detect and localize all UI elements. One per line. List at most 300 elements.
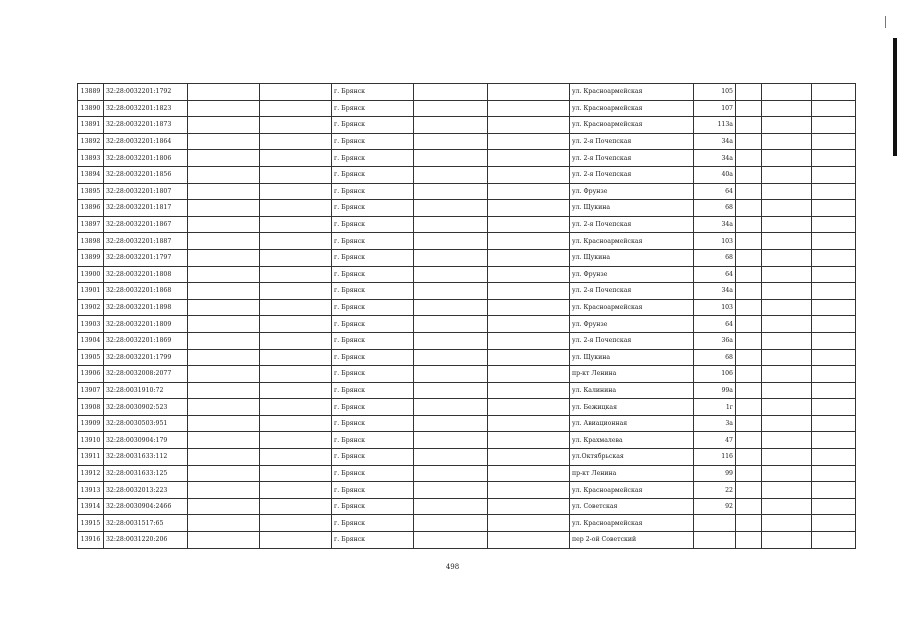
cadastral-number: 32:28:0032201:1898 (104, 299, 188, 316)
house-number: 64 (694, 183, 736, 200)
empty-cell (414, 183, 488, 200)
house-number: 106 (694, 366, 736, 383)
cadastral-number: 32:28:0031517:65 (104, 515, 188, 532)
cadastral-number: 32:28:0032201:1808 (104, 266, 188, 283)
empty-cell (736, 166, 762, 183)
house-number: 68 (694, 200, 736, 217)
table-row (78, 84, 856, 101)
row-number: 13913 (78, 482, 104, 499)
house-number (694, 515, 736, 532)
empty-cell (414, 449, 488, 466)
empty-cell (812, 532, 856, 549)
empty-cell (488, 515, 570, 532)
empty-cell (488, 498, 570, 515)
empty-cell (762, 266, 812, 283)
empty-cell (736, 532, 762, 549)
street-name: пр-кт Ленина (570, 465, 694, 482)
empty-cell (762, 449, 812, 466)
cadastral-number: 32:28:0032201:1867 (104, 216, 188, 233)
city-name: г. Брянск (332, 449, 414, 466)
empty-cell (812, 449, 856, 466)
empty-cell (488, 399, 570, 416)
empty-cell (488, 183, 570, 200)
empty-cell (188, 382, 260, 399)
empty-cell (812, 133, 856, 150)
empty-cell (488, 216, 570, 233)
empty-cell (812, 266, 856, 283)
empty-cell (260, 166, 332, 183)
empty-cell (488, 166, 570, 183)
city-name: г. Брянск (332, 183, 414, 200)
empty-cell (260, 399, 332, 416)
city-name: г. Брянск (332, 299, 414, 316)
row-number: 13890 (78, 100, 104, 117)
empty-cell (812, 515, 856, 532)
cadastral-number: 32:28:0030904:2466 (104, 498, 188, 515)
empty-cell (736, 332, 762, 349)
empty-cell (762, 332, 812, 349)
row-number: 13903 (78, 316, 104, 333)
empty-cell (736, 515, 762, 532)
empty-cell (488, 299, 570, 316)
table-row (78, 515, 856, 532)
cadastral-number: 32:28:0031633:112 (104, 449, 188, 466)
empty-cell (188, 183, 260, 200)
empty-cell (736, 498, 762, 515)
empty-cell (762, 166, 812, 183)
empty-cell (736, 150, 762, 167)
empty-cell (812, 100, 856, 117)
empty-cell (414, 283, 488, 300)
empty-cell (812, 84, 856, 101)
empty-cell (260, 216, 332, 233)
street-name: ул. Красноармейская (570, 117, 694, 134)
empty-cell (762, 432, 812, 449)
street-name: ул.Октябрьская (570, 449, 694, 466)
city-name: г. Брянск (332, 216, 414, 233)
table-row (78, 100, 856, 117)
table-row (78, 482, 856, 499)
empty-cell (488, 266, 570, 283)
empty-cell (762, 133, 812, 150)
empty-cell (488, 283, 570, 300)
empty-cell (736, 200, 762, 217)
registry-rows (78, 84, 856, 549)
house-number: 103 (694, 299, 736, 316)
empty-cell (260, 498, 332, 515)
empty-cell (414, 399, 488, 416)
house-number: 68 (694, 349, 736, 366)
empty-cell (762, 382, 812, 399)
house-number: 103 (694, 233, 736, 250)
empty-cell (736, 349, 762, 366)
street-name: пр-кт Ленина (570, 366, 694, 383)
empty-cell (762, 183, 812, 200)
empty-cell (736, 382, 762, 399)
empty-cell (414, 299, 488, 316)
row-number: 13900 (78, 266, 104, 283)
empty-cell (736, 415, 762, 432)
empty-cell (260, 249, 332, 266)
empty-cell (414, 382, 488, 399)
empty-cell (736, 482, 762, 499)
empty-cell (188, 332, 260, 349)
cadastral-number: 32:28:0032201:1792 (104, 84, 188, 101)
registry-table (77, 83, 856, 549)
empty-cell (414, 166, 488, 183)
empty-cell (736, 183, 762, 200)
empty-cell (762, 200, 812, 217)
empty-cell (762, 482, 812, 499)
house-number: 47 (694, 432, 736, 449)
city-name: г. Брянск (332, 382, 414, 399)
empty-cell (762, 150, 812, 167)
empty-cell (188, 200, 260, 217)
city-name: г. Брянск (332, 498, 414, 515)
empty-cell (812, 415, 856, 432)
empty-cell (736, 316, 762, 333)
house-number: 107 (694, 100, 736, 117)
empty-cell (812, 332, 856, 349)
empty-cell (488, 465, 570, 482)
empty-cell (260, 283, 332, 300)
cadastral-number: 32:28:0030904:179 (104, 432, 188, 449)
empty-cell (260, 382, 332, 399)
empty-cell (188, 465, 260, 482)
empty-cell (762, 84, 812, 101)
cadastral-number: 32:28:0032201:1823 (104, 100, 188, 117)
table-row (78, 465, 856, 482)
street-name: ул. Красноармейская (570, 233, 694, 250)
cadastral-number: 32:28:0032201:1887 (104, 233, 188, 250)
empty-cell (736, 216, 762, 233)
city-name: г. Брянск (332, 117, 414, 134)
empty-cell (762, 498, 812, 515)
empty-cell (812, 166, 856, 183)
row-number: 13910 (78, 432, 104, 449)
empty-cell (414, 266, 488, 283)
empty-cell (762, 349, 812, 366)
empty-cell (812, 216, 856, 233)
empty-cell (488, 84, 570, 101)
street-name: ул. Щукина (570, 349, 694, 366)
empty-cell (762, 415, 812, 432)
house-number: 99а (694, 382, 736, 399)
house-number: 34а (694, 133, 736, 150)
house-number: 64 (694, 316, 736, 333)
row-number: 13897 (78, 216, 104, 233)
empty-cell (762, 316, 812, 333)
empty-cell (414, 316, 488, 333)
empty-cell (736, 249, 762, 266)
empty-cell (188, 216, 260, 233)
empty-cell (188, 316, 260, 333)
empty-cell (488, 249, 570, 266)
scan-margin-mark (885, 16, 886, 28)
street-name: ул. Советская (570, 498, 694, 515)
empty-cell (260, 299, 332, 316)
empty-cell (488, 332, 570, 349)
row-number: 13894 (78, 166, 104, 183)
street-name: ул. 2-я Почепская (570, 332, 694, 349)
empty-cell (762, 465, 812, 482)
table-row (78, 449, 856, 466)
row-number: 13901 (78, 283, 104, 300)
empty-cell (188, 166, 260, 183)
row-number: 13898 (78, 233, 104, 250)
empty-cell (414, 200, 488, 217)
table-row (78, 415, 856, 432)
empty-cell (188, 117, 260, 134)
cadastral-number: 32:28:0032201:1809 (104, 316, 188, 333)
empty-cell (188, 233, 260, 250)
empty-cell (488, 532, 570, 549)
table-row (78, 150, 856, 167)
table-row (78, 233, 856, 250)
row-number: 13889 (78, 84, 104, 101)
city-name: г. Брянск (332, 515, 414, 532)
city-name: г. Брянск (332, 332, 414, 349)
empty-cell (260, 465, 332, 482)
empty-cell (762, 233, 812, 250)
city-name: г. Брянск (332, 166, 414, 183)
cadastral-number: 32:28:0032201:1873 (104, 117, 188, 134)
empty-cell (260, 415, 332, 432)
empty-cell (414, 332, 488, 349)
table-row (78, 216, 856, 233)
empty-cell (188, 266, 260, 283)
street-name: ул. Фрунзе (570, 266, 694, 283)
row-number: 13899 (78, 249, 104, 266)
empty-cell (414, 482, 488, 499)
empty-cell (762, 532, 812, 549)
empty-cell (488, 449, 570, 466)
empty-cell (414, 366, 488, 383)
table-row (78, 299, 856, 316)
row-number: 13896 (78, 200, 104, 217)
scan-edge-mark (893, 38, 897, 156)
cadastral-number: 32:28:0032201:1807 (104, 183, 188, 200)
empty-cell (260, 332, 332, 349)
city-name: г. Брянск (332, 233, 414, 250)
table-row (78, 498, 856, 515)
row-number: 13902 (78, 299, 104, 316)
cadastral-number: 32:28:0032201:1797 (104, 249, 188, 266)
empty-cell (260, 366, 332, 383)
cadastral-number: 32:28:0030503:951 (104, 415, 188, 432)
row-number: 13909 (78, 415, 104, 432)
empty-cell (260, 133, 332, 150)
house-number: 36а (694, 332, 736, 349)
empty-cell (414, 415, 488, 432)
empty-cell (188, 283, 260, 300)
city-name: г. Брянск (332, 316, 414, 333)
street-name: ул. Калинина (570, 382, 694, 399)
empty-cell (812, 117, 856, 134)
row-number: 13892 (78, 133, 104, 150)
cadastral-number: 32:28:0032201:1817 (104, 200, 188, 217)
house-number: 34а (694, 283, 736, 300)
empty-cell (260, 150, 332, 167)
empty-cell (812, 465, 856, 482)
empty-cell (260, 84, 332, 101)
empty-cell (762, 515, 812, 532)
street-name: ул. Бежицкая (570, 399, 694, 416)
street-name: ул. Красноармейская (570, 299, 694, 316)
empty-cell (812, 200, 856, 217)
empty-cell (188, 399, 260, 416)
empty-cell (488, 415, 570, 432)
cadastral-number: 32:28:0032201:1806 (104, 150, 188, 167)
empty-cell (736, 117, 762, 134)
cadastral-number: 32:28:0032008:2077 (104, 366, 188, 383)
table-row (78, 349, 856, 366)
row-number: 13912 (78, 465, 104, 482)
table-row (78, 249, 856, 266)
empty-cell (812, 249, 856, 266)
empty-cell (188, 498, 260, 515)
row-number: 13907 (78, 382, 104, 399)
empty-cell (260, 233, 332, 250)
empty-cell (188, 84, 260, 101)
empty-cell (736, 465, 762, 482)
empty-cell (812, 399, 856, 416)
street-name: ул. 2-я Почепская (570, 166, 694, 183)
empty-cell (736, 399, 762, 416)
house-number: 3а (694, 415, 736, 432)
empty-cell (414, 515, 488, 532)
street-name: ул. 2-я Почепская (570, 133, 694, 150)
empty-cell (414, 498, 488, 515)
house-number: 105 (694, 84, 736, 101)
empty-cell (812, 283, 856, 300)
empty-cell (260, 432, 332, 449)
empty-cell (260, 266, 332, 283)
row-number: 13895 (78, 183, 104, 200)
empty-cell (260, 100, 332, 117)
city-name: г. Брянск (332, 399, 414, 416)
empty-cell (762, 117, 812, 134)
house-number: 68 (694, 249, 736, 266)
empty-cell (260, 200, 332, 217)
table-row (78, 332, 856, 349)
cadastral-number: 32:28:0032013:223 (104, 482, 188, 499)
row-number: 13891 (78, 117, 104, 134)
page-number: 498 (445, 563, 460, 571)
empty-cell (812, 482, 856, 499)
street-name: ул. 2-я Почепская (570, 150, 694, 167)
cadastral-number: 32:28:0031633:125 (104, 465, 188, 482)
city-name: г. Брянск (332, 366, 414, 383)
street-name: ул. Фрунзе (570, 316, 694, 333)
empty-cell (762, 100, 812, 117)
empty-cell (188, 449, 260, 466)
cadastral-number: 32:28:0031220:206 (104, 532, 188, 549)
city-name: г. Брянск (332, 465, 414, 482)
empty-cell (188, 100, 260, 117)
street-name: ул. Фрунзе (570, 183, 694, 200)
empty-cell (812, 233, 856, 250)
empty-cell (736, 449, 762, 466)
table-row (78, 366, 856, 383)
empty-cell (736, 366, 762, 383)
street-name: ул. Щукина (570, 249, 694, 266)
cadastral-number: 32:28:0032201:1799 (104, 349, 188, 366)
empty-cell (414, 216, 488, 233)
empty-cell (260, 515, 332, 532)
empty-cell (736, 133, 762, 150)
city-name: г. Брянск (332, 84, 414, 101)
city-name: г. Брянск (332, 432, 414, 449)
empty-cell (260, 532, 332, 549)
empty-cell (188, 249, 260, 266)
empty-cell (488, 349, 570, 366)
empty-cell (260, 482, 332, 499)
row-number: 13911 (78, 449, 104, 466)
empty-cell (762, 366, 812, 383)
table-row (78, 382, 856, 399)
row-number: 13915 (78, 515, 104, 532)
row-number: 13906 (78, 366, 104, 383)
empty-cell (414, 84, 488, 101)
empty-cell (188, 133, 260, 150)
empty-cell (812, 150, 856, 167)
house-number (694, 532, 736, 549)
empty-cell (812, 299, 856, 316)
empty-cell (414, 532, 488, 549)
empty-cell (414, 133, 488, 150)
empty-cell (736, 299, 762, 316)
empty-cell (260, 183, 332, 200)
empty-cell (736, 100, 762, 117)
house-number: 113а (694, 117, 736, 134)
row-number: 13904 (78, 332, 104, 349)
house-number: 99 (694, 465, 736, 482)
table-row (78, 117, 856, 134)
empty-cell (188, 349, 260, 366)
empty-cell (414, 432, 488, 449)
table-row (78, 432, 856, 449)
street-name: ул. 2-я Почепская (570, 283, 694, 300)
street-name: ул. Щукина (570, 200, 694, 217)
empty-cell (260, 117, 332, 134)
city-name: г. Брянск (332, 100, 414, 117)
city-name: г. Брянск (332, 266, 414, 283)
row-number: 13916 (78, 532, 104, 549)
empty-cell (488, 200, 570, 217)
table-row (78, 399, 856, 416)
city-name: г. Брянск (332, 349, 414, 366)
empty-cell (488, 432, 570, 449)
empty-cell (488, 117, 570, 134)
row-number: 13893 (78, 150, 104, 167)
table-row (78, 266, 856, 283)
table-row (78, 316, 856, 333)
empty-cell (488, 382, 570, 399)
empty-cell (812, 366, 856, 383)
street-name: ул. Крахмалева (570, 432, 694, 449)
empty-cell (736, 266, 762, 283)
row-number: 13908 (78, 399, 104, 416)
empty-cell (812, 349, 856, 366)
row-number: 13905 (78, 349, 104, 366)
city-name: г. Брянск (332, 283, 414, 300)
table-row (78, 532, 856, 549)
street-name: ул. Красноармейская (570, 100, 694, 117)
empty-cell (488, 150, 570, 167)
empty-cell (414, 233, 488, 250)
empty-cell (762, 283, 812, 300)
